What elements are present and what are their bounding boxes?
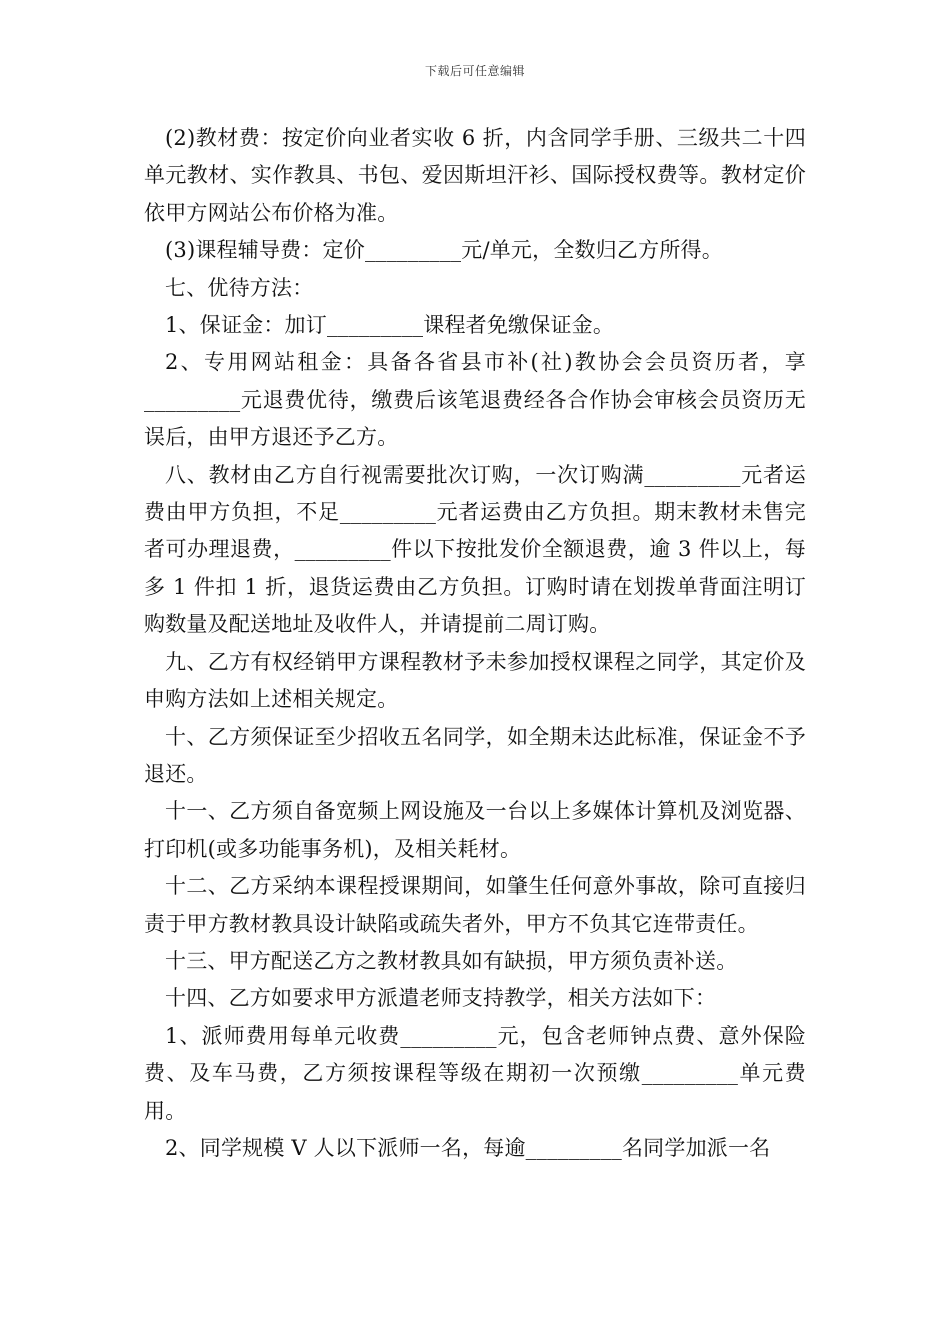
paragraph-section-10: 十、乙方须保证至少招收五名同学，如全期未达此标准，保证金不予退还。 — [144, 724, 806, 786]
paragraph-section-13: 十三、甲方配送乙方之教材教具如有缺损，甲方须负责补送。 — [165, 948, 738, 973]
document-body — [144, 120, 806, 1167]
paragraph-textbook-fee: (2)教材费：按定价向业者实收 6 折，内含同学手册、三级共二十四单元教材、实作教具、书包、爱因斯坦汗衫、国际授权费等。教材定价依甲方网站公布价格为准。 — [144, 126, 806, 225]
paragraph-section-8: 八、教材由乙方自行视需要批次订购，一次订购满_________元者运费由甲方负担，不足_________元者运费由乙方负担。期末教材未售完者可办理退费，_________件以下按批发价全额退费，逾 3 件以上，每多 1 件扣 1 折，退货运费由乙方负担。订购时请在划拨单背面注明订购数量及配送地址及收件人，并请提前二周订购。 — [144, 462, 806, 637]
paragraph-section-9: 九、乙方有权经销甲方课程教材予未参加授权课程之同学，其定价及申购方法如上述相关规定。 — [144, 649, 806, 712]
paragraph-teacher-fee: 1、派师费用每单元收费_________元，包含老师钟点费、意外保险费、及车马费，乙方须按课程等级在期初一次预缴_________单元费用。 — [144, 1023, 806, 1123]
paragraph-class-size: 2、同学规模 V 人以下派师一名，每逾_________名同学加派一名 — [165, 1135, 771, 1160]
page-header: 下载后可任意编辑 — [424, 64, 525, 78]
paragraph-section-12: 十二、乙方采纳本课程授课期间，如肇生任何意外事故，除可直接归责于甲方教材教具设计缺陷或疏失者外，甲方不负其它连带责任。 — [144, 874, 806, 936]
paragraph-tutoring-fee: (3)课程辅导费：定价_________元/单元，全数归乙方所得。 — [165, 238, 723, 263]
paragraph-website-rent: 2、专用网站租金：具备各省县市补(社)教协会会员资历者，享_________元退费优待，缴费后该笔退费经各合作协会审核会员资历无误后，由甲方退还予乙方。 — [144, 350, 806, 450]
paragraph-deposit: 1、保证金：加订_________课程者免缴保证金。 — [165, 313, 615, 338]
paragraph-section-14: 十四、乙方如要求甲方派遣老师支持教学，相关方法如下： — [165, 986, 717, 1011]
paragraph-section-11: 十一、乙方须自备宽频上网设施及一台以上多媒体计算机及浏览器、打印机(或多功能事务机)，及相关耗材。 — [144, 799, 806, 861]
section-heading-discounts: 七、优待方法： — [165, 275, 314, 300]
